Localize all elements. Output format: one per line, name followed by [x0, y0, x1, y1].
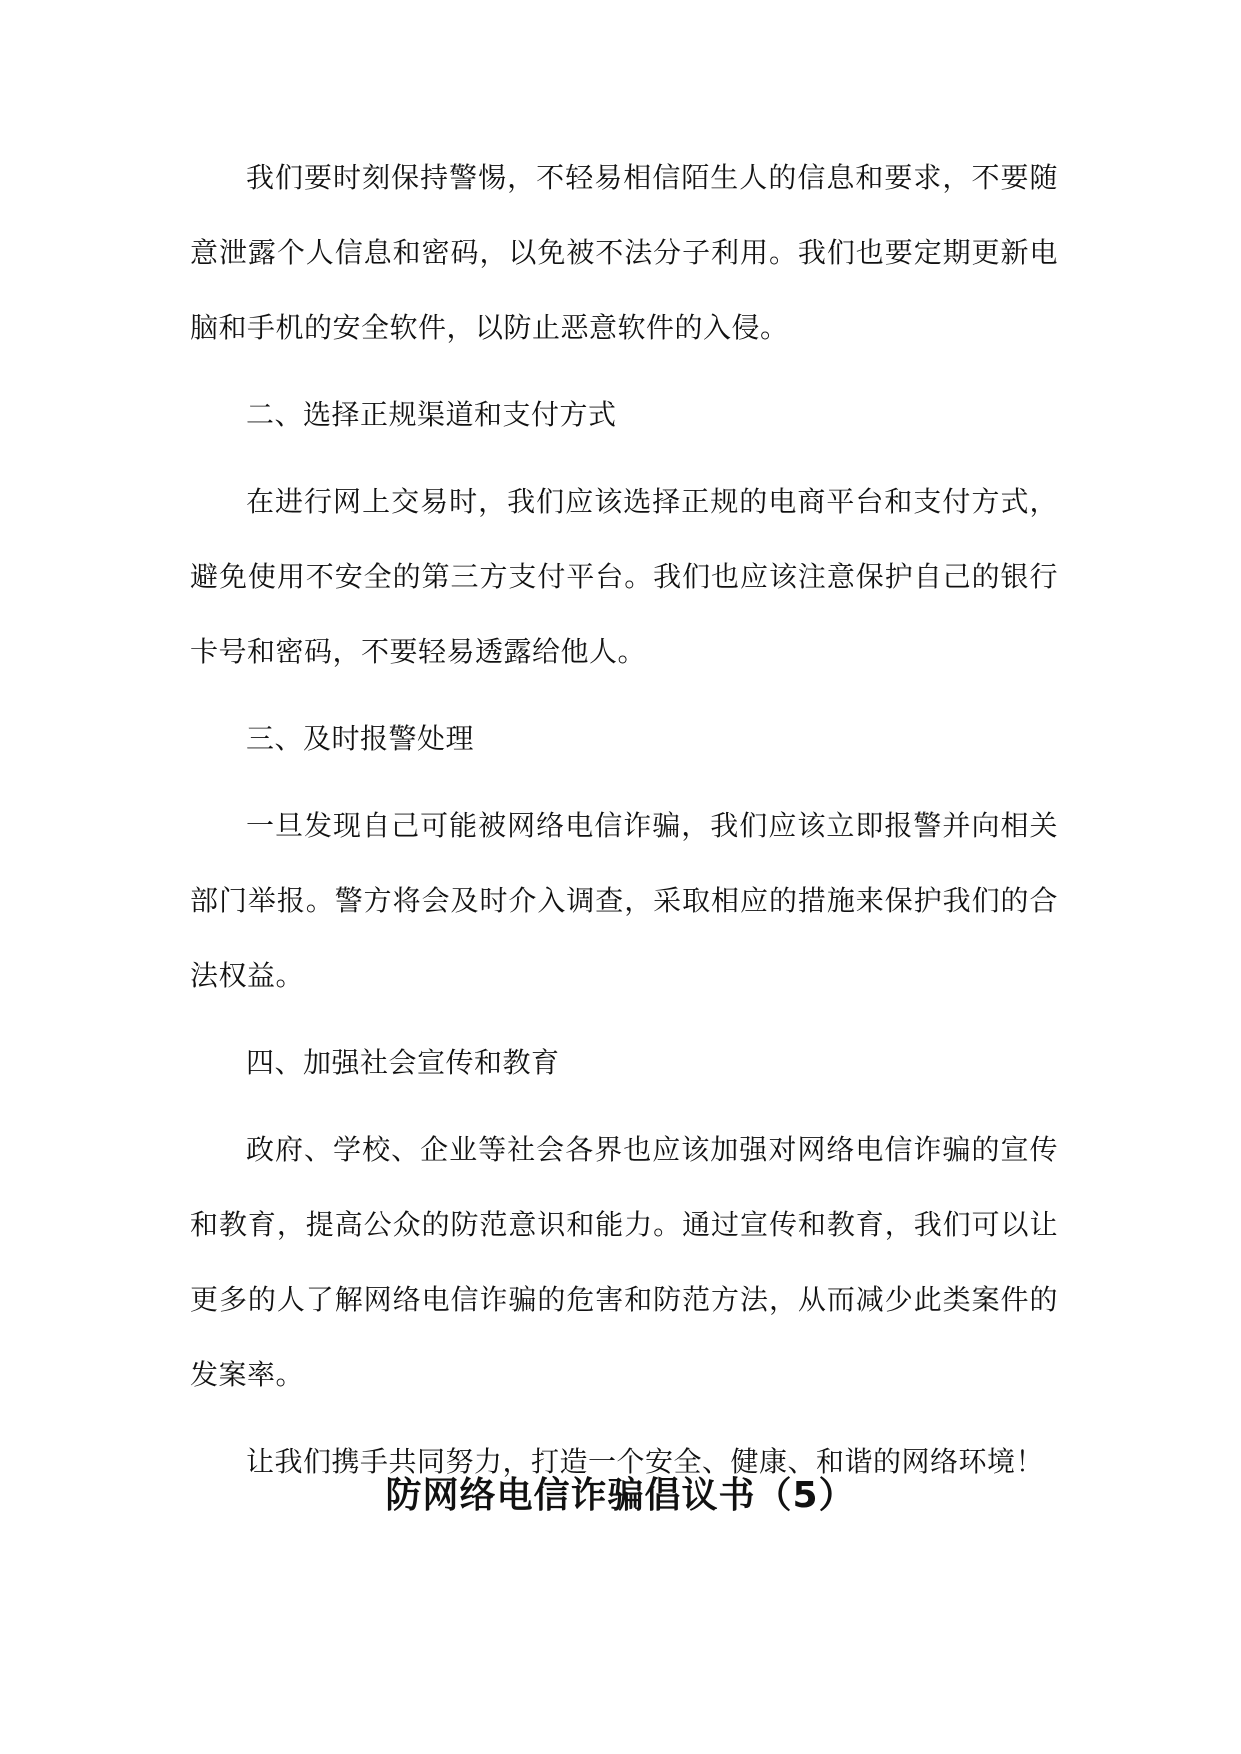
paragraph-online-transactions: 在进行网上交易时，我们应该选择正规的电商平台和支付方式，避免使用不安全的第三方支付平台。我们也应该注意保护自己的银行卡号和密码，不要轻易透露给他人。 — [190, 485, 1058, 668]
paragraph-closing: 让我们携手共同努力，打造一个安全、健康、和谐的网络环境！ — [246, 1445, 1045, 1478]
section-heading-report-police: 三、及时报警处理 — [246, 722, 475, 755]
section-heading-payment: 二、选择正规渠道和支付方式 — [246, 398, 617, 431]
section-heading-education: 四、加强社会宣传和教育 — [246, 1046, 560, 1079]
paragraph-report-fraud: 一旦发现自己可能被网络电信诈骗，我们应该立即报警并向相关部门举报。警方将会及时介入调查，采取相应的措施来保护我们的合法权益。 — [190, 809, 1058, 992]
paragraph-public-education: 政府、学校、企业等社会各界也应该加强对网络电信诈骗的宣传和教育，提高公众的防范意识和能力。通过宣传和教育，我们可以让更多的人了解网络电信诈骗的危害和防范方法，从而减少此类案件的发案率。 — [190, 1133, 1058, 1391]
next-document-title: 防网络电信诈骗倡议书（5） — [385, 1475, 856, 1516]
document-body — [190, 140, 1058, 1511]
paragraph-security-vigilance: 我们要时刻保持警惕，不轻易相信陌生人的信息和要求，不要随意泄露个人信息和密码，以免被不法分子利用。我们也要定期更新电脑和手机的安全软件，以防止恶意软件的入侵。 — [190, 161, 1058, 344]
